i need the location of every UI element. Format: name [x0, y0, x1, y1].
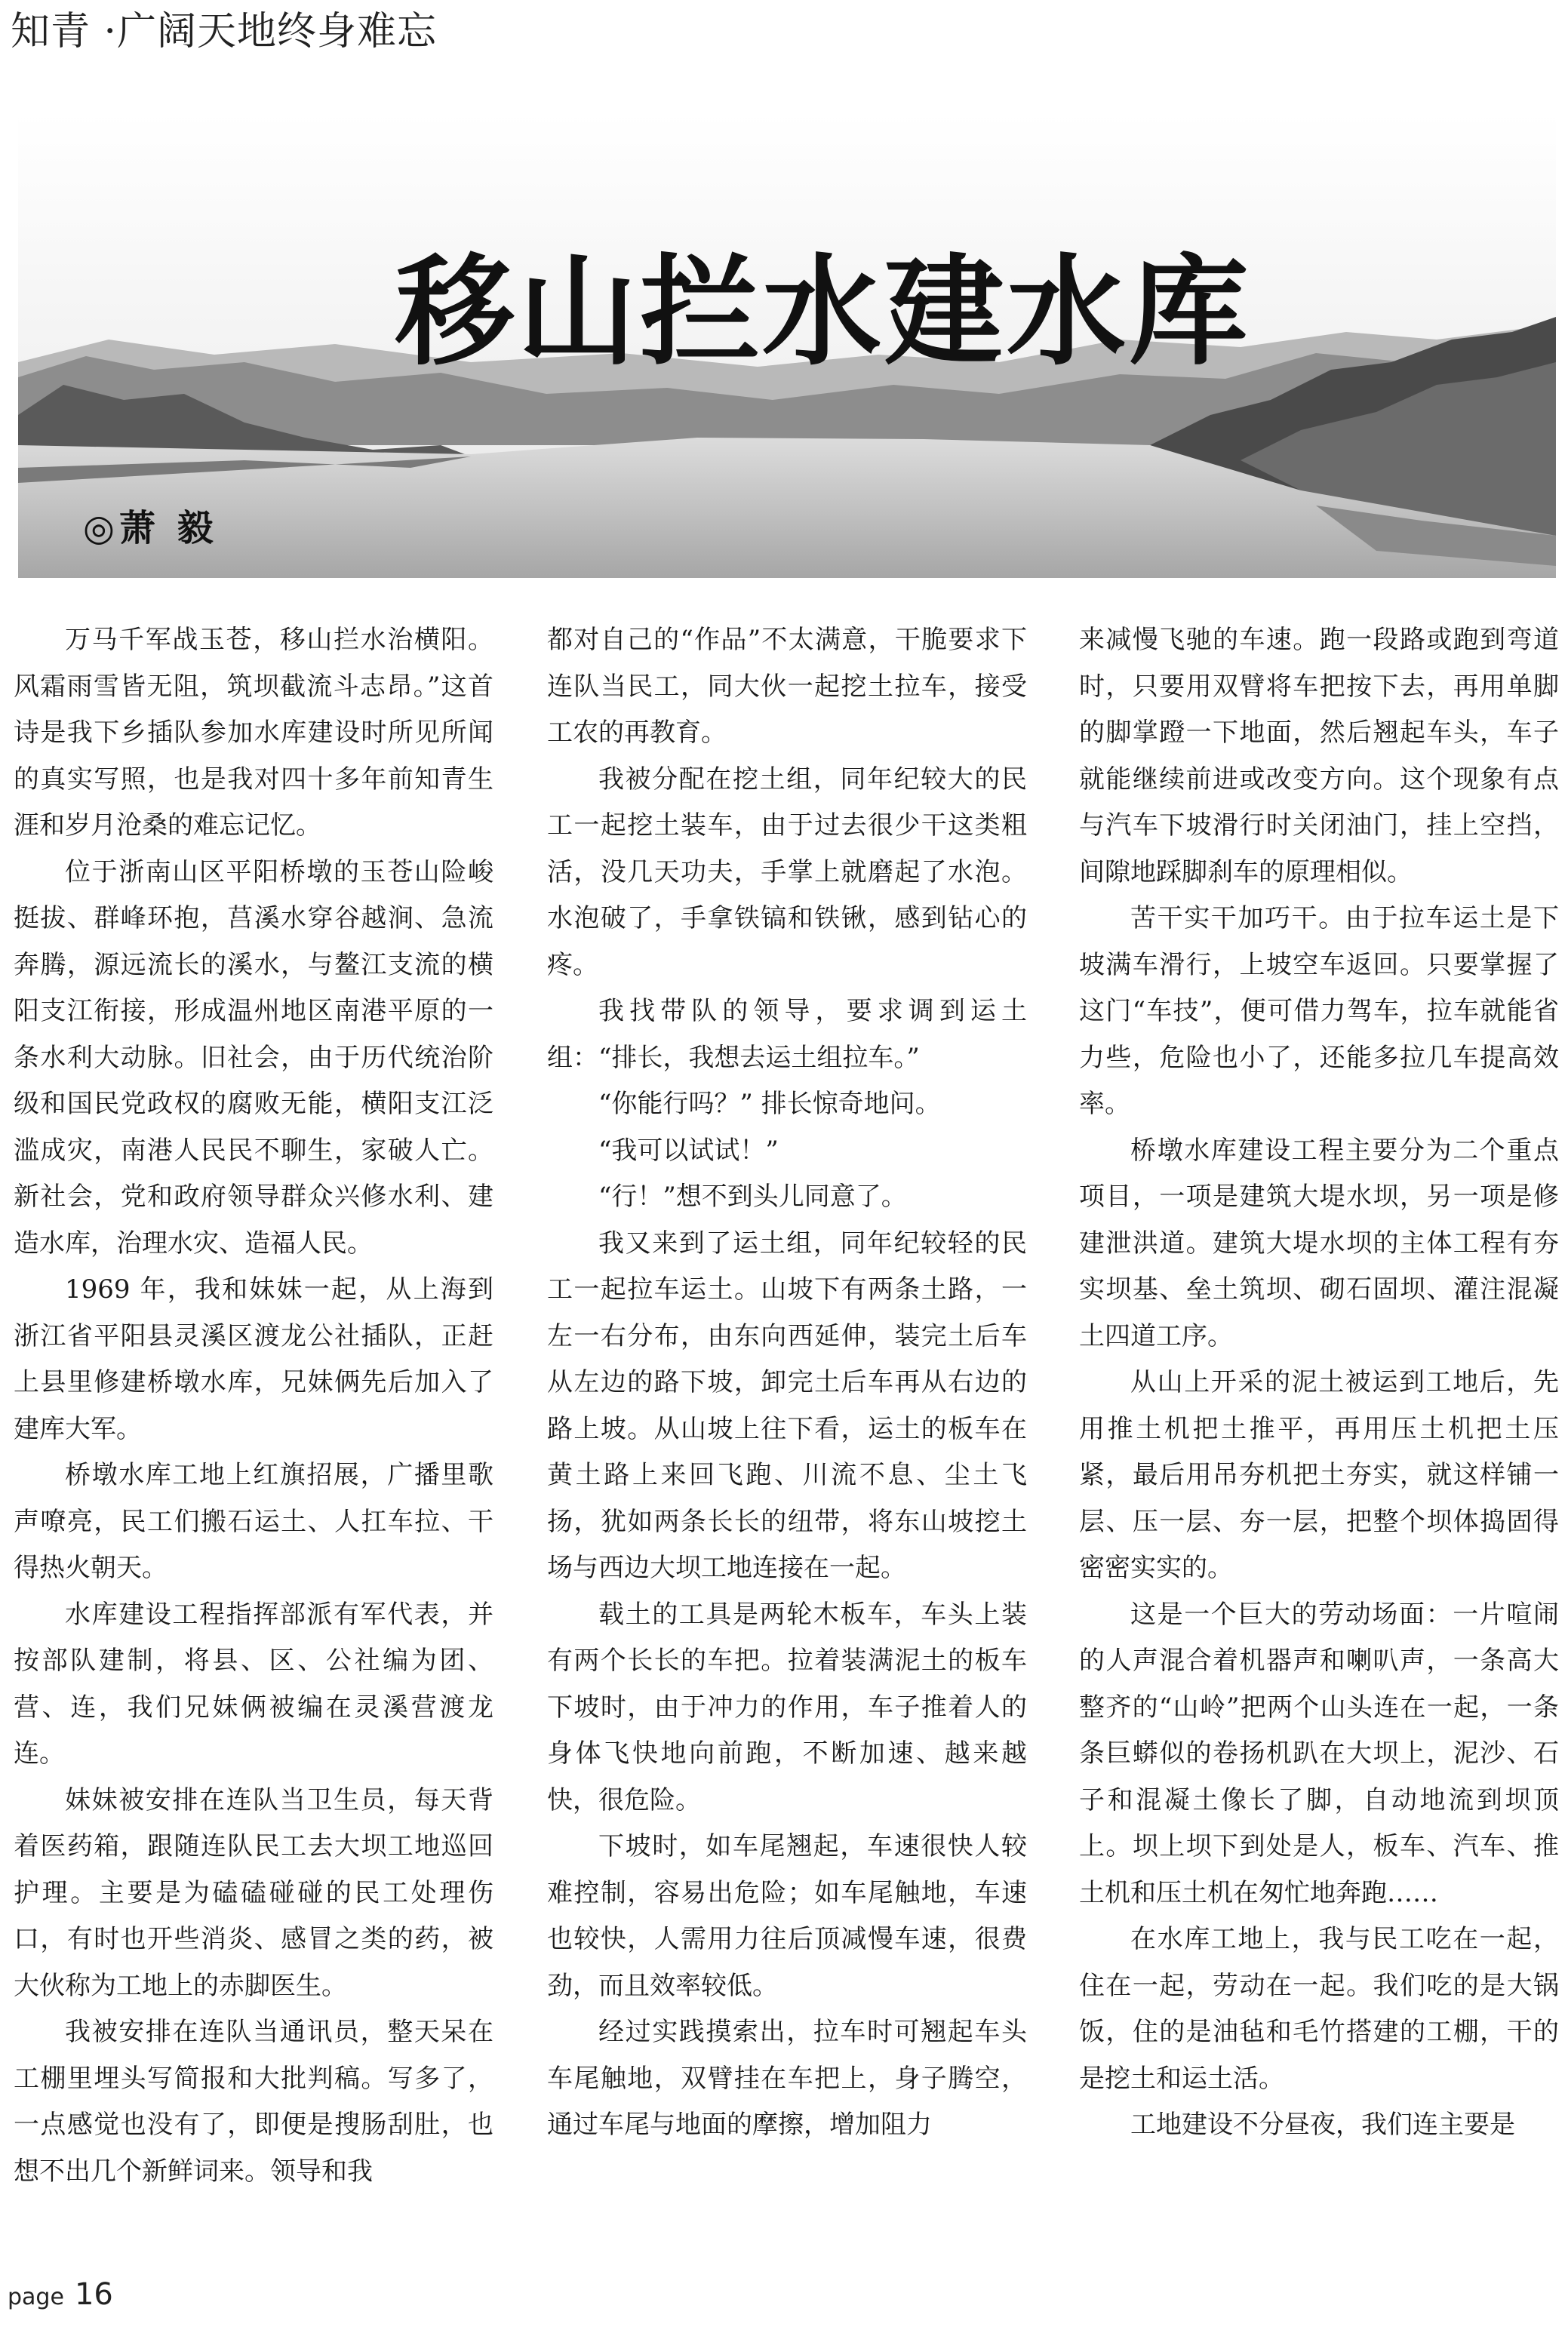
paragraph: 都对自己的“作品”不太满意，干脆要求下连队当民工，同大伙一起挖土拉车，接受工农的再教育。 [547, 625, 1027, 748]
article-column-2 [547, 617, 1027, 2149]
paragraph: 我又来到了运土组，同年纪较轻的民工一起拉车运土。山坡下有两条土路，一左一右分布，由东向西延伸，装完土后车从左边的路下坡，卸完土后车再从右边的路上坡。从山坡上往下看，运土的板车在黄土路上来回飞跑、川流不息、尘土飞扬，犹如两条长长的纽带，将东山坡挖土场与西边大坝工地连接在一起。 [547, 1228, 1027, 1583]
article-column-1 [14, 617, 493, 2195]
author-byline: ◎萧 毅 [83, 507, 218, 549]
paragraph: 载土的工具是两轮木板车，车头上装有两个长长的车把。拉着装满泥土的板车下坡时，由于冲力的作用，车子推着人的身体飞快地向前跑，不断加速、越来越快，很危险。 [547, 1599, 1027, 1815]
paragraph: 桥墩水库工地上红旗招展，广播里歌声嘹亮，民工们搬石运土、人扛车拉、干得热火朝天。 [14, 1460, 493, 1583]
paragraph: “行！”想不到头儿同意了。 [598, 1182, 907, 1212]
paragraph: “你能行吗？” 排长惊奇地问。 [598, 1089, 941, 1119]
paragraph: 我被分配在挖土组，同年纪较大的民工一起挖土装车，由于过去很少干这类粗活，没几天功夫，手掌上就磨起了水泡。水泡破了，手拿铁镐和铁锹，感到钻心的疼。 [547, 764, 1027, 980]
page-label: page [8, 2284, 64, 2310]
paragraph: 桥墩水库建设工程主要分为二个重点项目，一项是建筑大堤水坝，另一项是修建泄洪道。建筑大堤水坝的主体工程有夯实坝基、垒土筑坝、砌石固坝、灌注混凝土四道工序。 [1079, 1135, 1559, 1351]
section-header: 知青 ·广阔天地终身难忘 [11, 9, 438, 54]
paragraph: “我可以试试！” [598, 1135, 779, 1166]
paragraph: 我找带队的领导，要求调到运土组：“排长，我想去运土组拉车。” [547, 996, 1027, 1073]
paragraph: 下坡时，如车尾翘起，车速很快人较难控制，容易出危险；如车尾触地，车速也较快，人需用力往后顶减慢车速，很费劲，而且效率较低。 [547, 1831, 1027, 2001]
paragraph: 苦干实干加巧干。由于拉车运土是下坡满车滑行，上坡空车返回。只要掌握了这门“车技”，便可借力驾车，拉车就能省力些，危险也小了，还能多拉几车提高效率。 [1079, 903, 1559, 1119]
page-footer [8, 2277, 113, 2312]
paragraph: 我被安排在连队当通讯员，整天呆在工棚里埋头写简报和大批判稿。写多了，一点感觉也没有了，即便是搜肠刮肚，也想不出几个新鲜词来。领导和我 [14, 2017, 493, 2187]
paragraph: 工地建设不分昼夜，我们连主要是 [1130, 2110, 1515, 2140]
paragraph: 1969 年，我和妹妹一起，从上海到浙江省平阳县灵溪区渡龙公社插队，正赶上县里修建桥墩水库，兄妹俩先后加入了建库大军。 [14, 1274, 493, 1444]
article-title: 移山拦水建水库 [395, 243, 1251, 382]
paragraph: 来减慢飞驰的车速。跑一段路或跑到弯道时，只要用双臂将车把按下去，再用单脚的脚掌蹬一下地面，然后翘起车头，车子就能继续前进或改变方向。这个现象有点与汽车下坡滑行时关闭油门，挂上空挡，间隙地踩脚刹车的原理相似。 [1079, 625, 1559, 887]
paragraph: 从山上开采的泥土被运到工地后，先用推土机把土推平，再用压土机把土压紧，最后用吊夯机把土夯实，就这样铺一层、压一层、夯一层，把整个坝体捣固得密密实实的。 [1079, 1367, 1559, 1583]
article-column-3 [1079, 617, 1559, 2149]
paragraph: 水库建设工程指挥部派有军代表，并按部队建制，将县、区、公社编为团、营、连，我们兄妹俩被编在灵溪营渡龙连。 [14, 1599, 493, 1769]
paragraph: 妹妹被安排在连队当卫生员，每天背着医药箱，跟随连队民工去大坝工地巡回护理。主要是为磕磕碰碰的民工处理伤口，有时也开些消炎、感冒之类的药，被大伙称为工地上的赤脚医生。 [14, 1784, 493, 2001]
paragraph: 在水库工地上，我与民工吃在一起，住在一起，劳动在一起。我们吃的是大锅饭，住的是油毡和毛竹搭建的工棚，干的是挖土和运土活。 [1079, 1924, 1559, 2094]
page-number: 16 [74, 2277, 113, 2312]
paragraph: 位于浙南山区平阳桥墩的玉苍山险峻挺拔、群峰环抱，莒溪水穿谷越涧、急流奔腾，源远流长的溪水，与鳌江支流的横阳支江衔接，形成温州地区南港平原的一条水利大动脉。旧社会，由于历代统治阶级和国民党政权的腐败无能，横阳支江泛滥成灾，南港人民民不聊生，家破人亡。新社会，党和政府领导群众兴修水利、建造水库，治理水灾、造福人民。 [14, 856, 493, 1259]
paragraph: 经过实践摸索出，拉车时可翘起车头车尾触地，双臂挂在车把上，身子腾空，通过车尾与地面的摩擦，增加阻力 [547, 2017, 1027, 2140]
paragraph: 这是一个巨大的劳动场面：一片喧闹的人声混合着机器声和喇叭声，一条高大整齐的“山岭”把两个山头连在一起，一条条巨蟒似的卷扬机趴在大坝上，泥沙、石子和混凝土像长了脚，自动地流到坝顶上。坝上坝下到处是人，板车、汽车、推土机和压土机在匆忙地奔跑…… [1079, 1599, 1559, 1908]
paragraph: 万马千军战玉苍，移山拦水治横阳。风霜雨雪皆无阻，筑坝截流斗志昂。”这首诗是我下乡插队参加水库建设时所见所闻的真实写照，也是我对四十多年前知青生涯和岁月沧桑的难忘记忆。 [14, 625, 493, 841]
